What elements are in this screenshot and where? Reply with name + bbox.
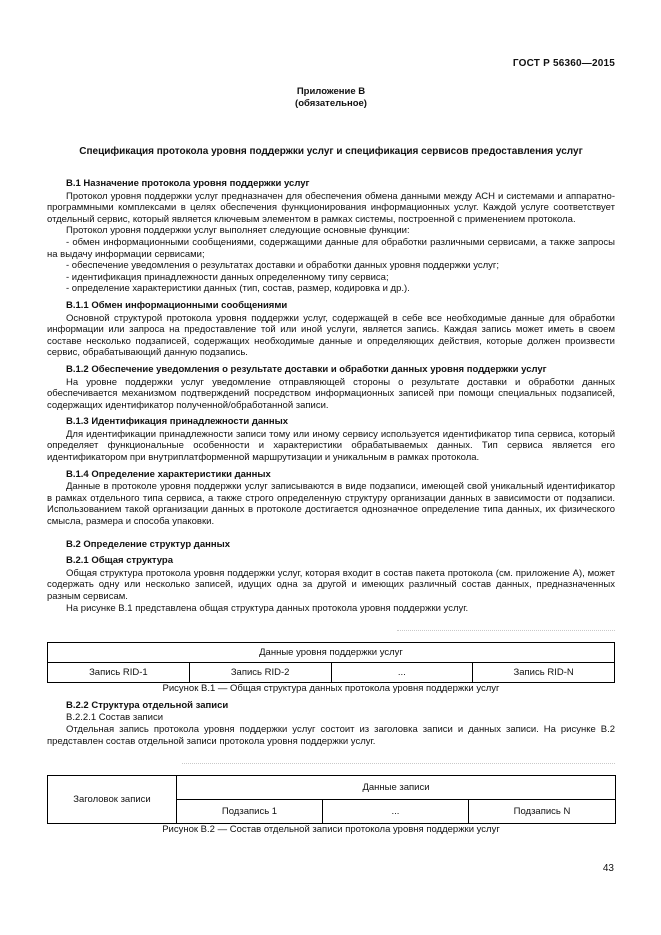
paragraph: Протокол уровня поддержки услуг выполняет следующие основные функции: — [66, 225, 410, 237]
heading-b1-3: В.1.3 Идентификация принадлежности данных — [66, 416, 289, 428]
paragraph: Отдельная запись протокола уровня поддержки услуг состоит из заголовка записи и данных записи. На рисунке В.2 представлен состав отдельной записи протокола уровня поддержки услуг. — [47, 723, 615, 747]
appendix-header — [47, 86, 615, 109]
list-item: - обмен информационными сообщениями, содержащими данные для обработки различными сервисами, а также запросы на выдачу информации сервисами; — [47, 236, 615, 260]
heading-b2-2: В.2.2 Структура отдельной записи — [66, 699, 229, 711]
paragraph: На рисунке В.1 представлена общая структура данных протокола уровня поддержки услуг. — [66, 602, 469, 614]
paragraph: Общая структура протокола уровня поддержки услуг, которая входит в состав пакета протокола (см. приложение А), может содержать одну или несколько записей, идущих одна за другой и имеющих различный состав данных, предназначенных разным сервисам. — [47, 567, 615, 602]
scan-dotted-line — [182, 763, 615, 764]
appendix-label: Приложение В — [296, 86, 366, 97]
heading-b1-2: В.1.2 Обеспечение уведомления о результате доставки и обработки данных уровня поддержки услуг — [66, 363, 547, 375]
heading-b1-1: В.1.1 Обмен информационными сообщениями — [66, 299, 288, 311]
table-cell: Запись RID-1 — [48, 663, 190, 683]
heading-b2: В.2 Определение структур данных — [66, 538, 230, 550]
table-cell: Запись RID-2 — [189, 663, 331, 683]
scan-dotted-line — [397, 630, 615, 631]
paragraph: На уровне поддержки услуг уведомление отправляющей стороны о результате доставки и обработки данных обеспечивается механизмом подтверждений посредством информационных записей при помощи специальных подзаписей, содержащих идентификатор полученной/обработанной записи. — [47, 376, 615, 411]
page-number: 43 — [602, 863, 614, 874]
figure-b1-caption: Рисунок В.1 — Общая структура данных протокола уровня поддержки услуг — [162, 683, 500, 695]
paragraph: Данные в протоколе уровня поддержки услуг записываются в виде подзаписи, имеющей свой уникальный идентификатор в рамках отдельного типа сервиса, а также строго определенную структуру организации данных в зависимости от подзаписи. Использованием такой организации данных в протоколе достигается однозначное определение типа данных, их физического смысла, размера и способа упаковки. — [47, 481, 615, 528]
table-header-cell: Данные уровня поддержки услуг — [48, 643, 615, 663]
figure-b1 — [47, 630, 615, 695]
figure-b1-table — [47, 642, 615, 683]
table-cell: Подзапись N — [469, 800, 616, 824]
paragraph: Основной структурой протокола уровня поддержки услуг, содержащей в себе все необходимые данные для обработки информации или запроса на предоставление той или иной услуги, является запись. Каждая запись может иметь в своем составе несколько подзаписей, содержащих необходимые данные и определяющих действия, которые должен произвести сервис, обрабатывающий данную подзапись. — [47, 312, 615, 359]
list-item: - обеспечение уведомления о результатах доставки и обработки данных уровня поддержки услуг; — [66, 260, 500, 272]
table-header-cell: Заголовок записи — [48, 776, 177, 824]
document-body — [47, 178, 615, 836]
paragraph: Для идентификации принадлежности записи тому или иному сервису используется идентификатор типа сервиса, который определяет функциональные особенности и характеристики обрабатываемых данных. Тип сервиса является его идентификатором при внутриплатформенной маршрутизации и уникальным в рамках протокола. — [47, 428, 615, 464]
table-cell: Подзапись 1 — [177, 800, 323, 824]
list-item: - определение характеристики данных (тип, состав, размер, кодировка и др.). — [66, 283, 410, 295]
figure-b2-caption: Рисунок В.2 — Состав отдельной записи протокола уровня поддержки услуг — [162, 824, 500, 836]
heading-b1-4: В.1.4 Определение характеристики данных — [66, 468, 271, 480]
list-item: - идентификация принадлежности данных определенному типу сервиса; — [66, 271, 389, 283]
heading-b2-2-1: В.2.2.1 Состав записи — [66, 712, 163, 724]
table-cell: ... — [331, 663, 473, 683]
document-title: Спецификация протокола уровня поддержки услуг и спецификация сервисов предоставления услуг — [79, 146, 583, 157]
heading-b2-1: В.2.1 Общая структура — [66, 555, 173, 567]
figure-b2 — [47, 763, 615, 836]
doc-reference: ГОСТ Р 56360—2015 — [512, 58, 615, 69]
figure-b2-table — [47, 775, 616, 824]
table-cell: ... — [323, 800, 469, 824]
paragraph: Протокол уровня поддержки услуг предназначен для обеспечения обмена данными между АСН и системами и аппаратно-программными комплексами в целях обеспечения функционирования информационных услуг. Каждой услуге соответствует отдельный сервис, который является ключевым элементом в рамках системы, построенной с применением протокола. — [47, 190, 615, 225]
table-header-cell: Данные записи — [177, 776, 616, 800]
table-cell: Запись RID-N — [473, 663, 615, 683]
appendix-kind: (обязательное) — [295, 97, 367, 109]
heading-b1: В.1 Назначение протокола уровня поддержки услуг — [66, 178, 310, 189]
